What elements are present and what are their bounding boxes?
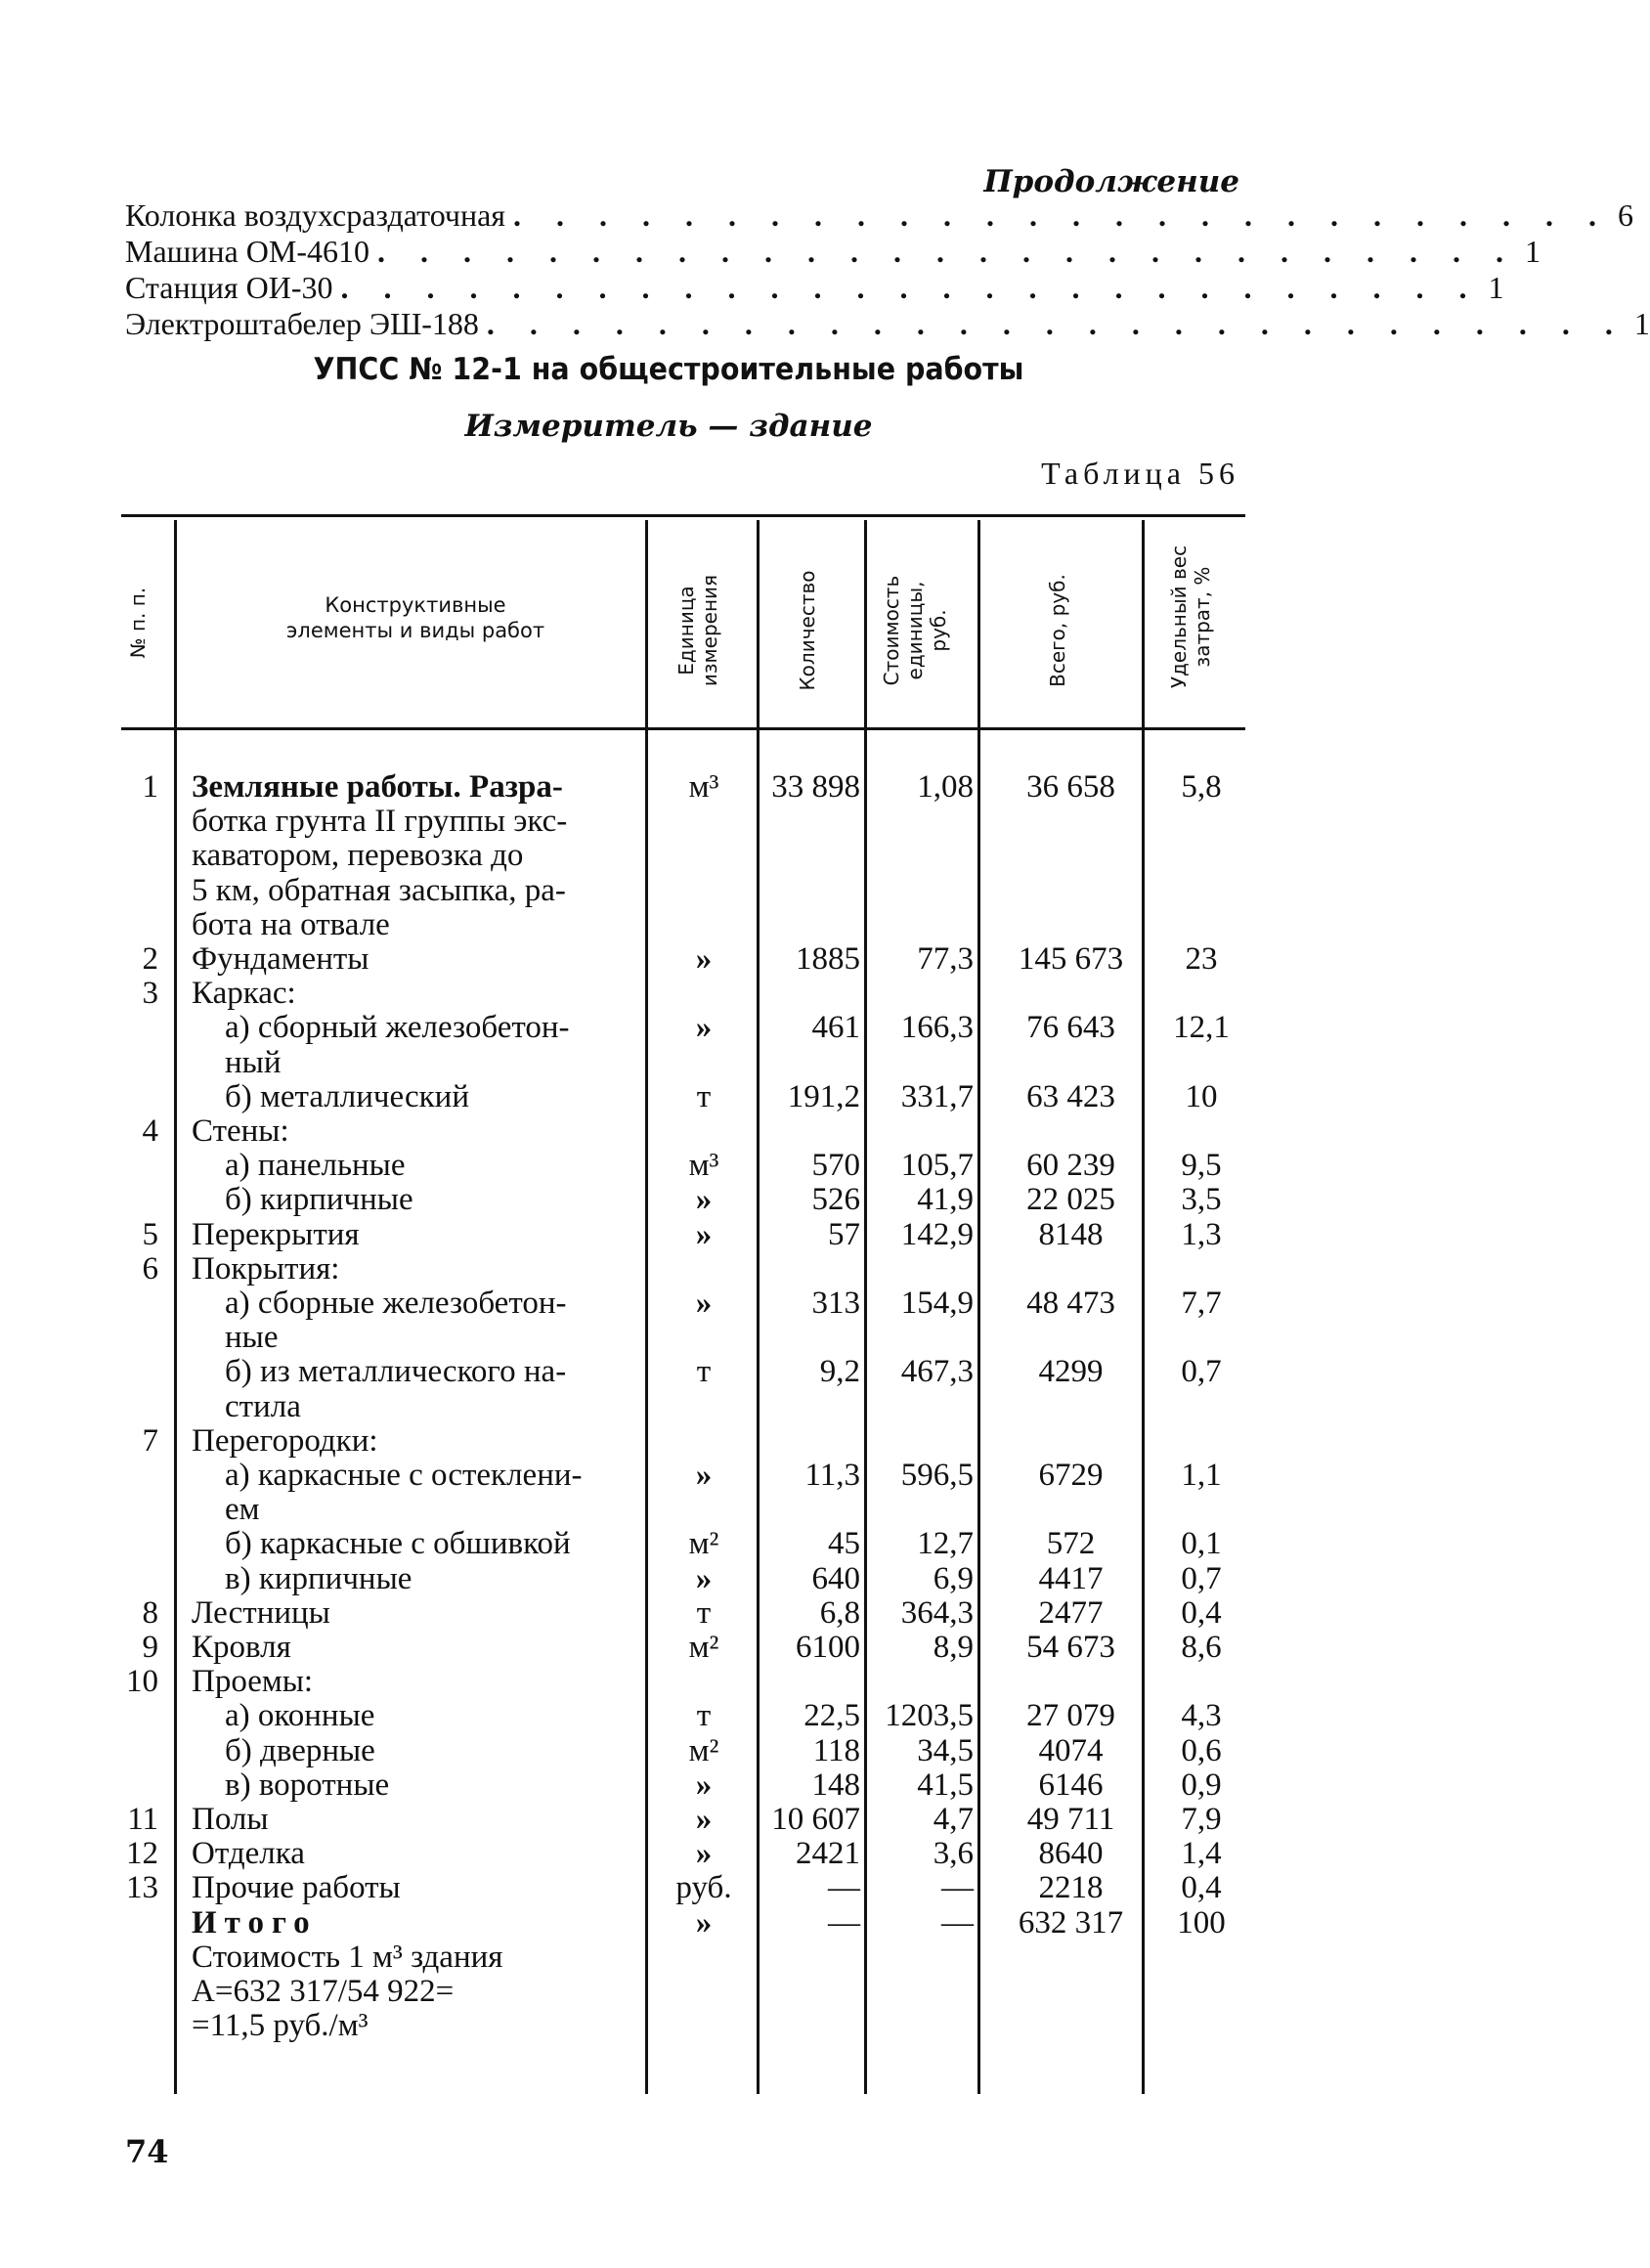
work-element: бота на отвале	[192, 906, 390, 942]
quantity-cell: 191,2	[787, 1078, 860, 1114]
quantity-cell: 9,2	[819, 1354, 860, 1390]
table-row	[0, 770, 1337, 805]
work-element: б) дверные	[225, 1732, 375, 1768]
table-row	[0, 1183, 1337, 1217]
quantity-cell: 640	[811, 1560, 860, 1596]
unit-cost-cell: —	[941, 1904, 974, 1941]
unit-cell: т	[696, 1594, 712, 1631]
quantity-cell: 2421	[796, 1836, 860, 1872]
section-title: УПСС № 12-1 на общестроительные работы	[313, 352, 1024, 387]
table-row	[0, 1046, 1337, 1080]
row-number: 1	[142, 769, 158, 805]
work-element: каватором, перевозка до	[192, 838, 524, 874]
equipment-qty: 6	[1618, 197, 1633, 233]
work-element: а) сборный железобетон-	[225, 1010, 570, 1046]
cost-share-cell: 12,1	[1173, 1010, 1230, 1046]
unit-cell: т	[696, 1354, 712, 1390]
quantity-cell: 1885	[796, 941, 860, 977]
unit-cell: »	[695, 1010, 713, 1046]
table-number: Таблица 56	[1041, 456, 1239, 491]
equipment-item	[125, 270, 1504, 306]
quantity-cell: 313	[811, 1286, 860, 1321]
quantity-cell: 148	[811, 1766, 860, 1803]
work-element: а) сборные железобетон-	[225, 1286, 567, 1321]
table-row	[0, 1803, 1337, 1837]
table-row	[0, 1114, 1337, 1149]
table-row	[0, 1975, 1337, 2009]
work-element: 5 км, обратная засыпка, ра-	[192, 872, 566, 908]
quantity-cell: 526	[811, 1182, 860, 1218]
unit-cost-cell: 77,3	[917, 941, 974, 977]
quantity-cell: 11,3	[804, 1458, 860, 1493]
work-element: а) оконные	[225, 1698, 375, 1734]
col-header-weight-line: затрат, %	[1191, 566, 1214, 668]
row-number: 12	[126, 1836, 158, 1872]
leader-dots: . . . . . . . . . . . . . . . . . . . . . . . . . . .	[376, 234, 1517, 269]
unit-cost-cell: 154,9	[900, 1286, 974, 1321]
unit-cell: »	[695, 1836, 713, 1872]
col-header-elements	[205, 592, 626, 644]
cost-share-cell: 0,7	[1181, 1560, 1222, 1596]
table-row	[0, 1768, 1337, 1803]
total-cost-cell: 54 673	[1026, 1630, 1115, 1665]
cost-share-cell: 10	[1185, 1078, 1218, 1114]
table-row	[0, 1252, 1337, 1287]
total-cost-cell: 2218	[1038, 1870, 1104, 1906]
table-row	[0, 1493, 1337, 1527]
work-element: ботка грунта II группы экс-	[192, 804, 568, 840]
cost-share-cell: 0,4	[1181, 1594, 1222, 1631]
col-header-cost-line: единицы,	[903, 581, 927, 680]
unit-cell: руб.	[675, 1870, 732, 1906]
table-row	[0, 1149, 1337, 1183]
work-element: Прочие работы	[192, 1870, 401, 1906]
total-cost-cell: 572	[1046, 1526, 1096, 1562]
total-cost-cell: 48 473	[1026, 1286, 1115, 1321]
row-number: 8	[142, 1594, 158, 1631]
unit-cost-cell: 596,5	[900, 1458, 974, 1493]
row-number: 11	[127, 1802, 158, 1837]
work-element: в) кирпичные	[225, 1560, 412, 1596]
col-header-cost-line: руб.	[927, 609, 950, 652]
meter-label: Измеритель — здание	[464, 409, 873, 444]
total-cost-cell: 4299	[1038, 1354, 1104, 1390]
total-cost-cell: 6146	[1038, 1766, 1104, 1803]
unit-cell: »	[695, 1766, 713, 1803]
equipment-item	[125, 197, 1633, 234]
unit-cell: »	[695, 1182, 713, 1218]
total-cost-cell: 36 658	[1026, 769, 1115, 805]
work-element: Фундаменты	[192, 941, 369, 977]
table-row	[0, 1699, 1337, 1733]
cost-share-cell: 4,3	[1181, 1698, 1222, 1734]
cost-share-cell: 1,3	[1181, 1216, 1222, 1252]
unit-cell: »	[695, 1458, 713, 1493]
col-header-no: № п. п.	[126, 587, 150, 659]
quantity-cell: 6100	[796, 1630, 860, 1665]
unit-cost-cell: 467,3	[900, 1354, 974, 1390]
unit-cell: м³	[688, 769, 719, 805]
col-header-qty: Количество	[796, 570, 819, 691]
unit-cost-cell: 41,9	[917, 1182, 974, 1218]
unit-cell: »	[695, 1560, 713, 1596]
cost-share-cell: 5,8	[1181, 769, 1222, 805]
total-cost-cell: 60 239	[1026, 1148, 1115, 1184]
table-row	[0, 1837, 1337, 1871]
work-element: Перекрытия	[192, 1216, 360, 1252]
unit-cost-cell: 6,9	[933, 1560, 974, 1596]
work-element: б) кирпичные	[225, 1182, 413, 1218]
col-header-unit-line: измерения	[698, 574, 721, 687]
equipment-list	[125, 197, 1650, 342]
unit-cell: »	[695, 1904, 713, 1941]
row-number: 7	[142, 1422, 158, 1459]
quantity-cell: 57	[828, 1216, 860, 1252]
unit-cell: т	[696, 1078, 712, 1114]
total-cost-cell: 27 079	[1026, 1698, 1115, 1734]
cost-share-cell: 23	[1185, 941, 1218, 977]
row-number: 3	[142, 976, 158, 1012]
work-element: Земляные работы. Разра-	[192, 769, 563, 805]
leader-dots: . . . . . . . . . . . . . . . . . . . . . . . . . . .	[486, 306, 1627, 341]
work-element: Проемы:	[192, 1664, 314, 1700]
work-element: Лестницы	[192, 1594, 330, 1631]
table-row	[0, 1631, 1337, 1665]
unit-cost-cell: 142,9	[900, 1216, 974, 1252]
table-row	[0, 1390, 1337, 1424]
cost-share-cell: 7,7	[1181, 1286, 1222, 1321]
table-row	[0, 977, 1337, 1011]
quantity-cell: 33 898	[771, 769, 860, 805]
table-row	[0, 1459, 1337, 1493]
equipment-name: Машина ОМ-4610	[125, 234, 369, 269]
col-header-unit	[674, 547, 727, 714]
quantity-cell: 118	[812, 1732, 860, 1768]
equipment-qty: 1	[1633, 306, 1650, 341]
work-element: а) каркасные с остеклени-	[225, 1458, 583, 1493]
total-cost-cell: 4074	[1038, 1732, 1104, 1768]
work-element: Стены:	[192, 1113, 289, 1149]
header-bottom-rule	[121, 727, 1245, 730]
col-header-unit-line: Единица	[674, 586, 698, 676]
cost-share-cell: 0,6	[1181, 1732, 1222, 1768]
unit-cell: »	[695, 1216, 713, 1252]
quantity-cell: 570	[811, 1148, 860, 1184]
quantity-cell: 6,8	[819, 1594, 860, 1631]
quantity-cell: 10 607	[771, 1802, 860, 1837]
col-header-total: Всего, руб.	[1046, 574, 1069, 687]
unit-cost-cell: 34,5	[917, 1732, 974, 1768]
unit-cell: м²	[688, 1526, 719, 1562]
unit-cost-cell: 3,6	[933, 1836, 974, 1872]
work-element: Итого	[192, 1904, 318, 1941]
table-row	[0, 908, 1337, 942]
cost-share-cell: 3,5	[1181, 1182, 1222, 1218]
total-cost-cell: 632 317	[1018, 1904, 1124, 1941]
leader-dots: . . . . . . . . . . . . . . . . . . . . . . . . . . .	[340, 270, 1481, 305]
work-element: Полы	[192, 1802, 269, 1837]
unit-cost-cell: 331,7	[900, 1078, 974, 1114]
col-header-cost-line: Стоимость	[880, 575, 903, 686]
table-row	[0, 1562, 1337, 1596]
row-number: 13	[126, 1870, 158, 1906]
cost-share-cell: 9,5	[1181, 1148, 1222, 1184]
unit-cost-cell: 8,9	[933, 1630, 974, 1665]
row-number: 9	[142, 1630, 158, 1665]
col-header-weight	[1167, 524, 1220, 710]
row-number: 5	[142, 1216, 158, 1252]
table-row	[0, 1424, 1337, 1459]
table-row	[0, 1527, 1337, 1561]
page-number: 74	[125, 2133, 169, 2170]
work-element: стила	[225, 1388, 301, 1424]
work-element: Перегородки:	[192, 1422, 378, 1459]
equipment-item	[125, 306, 1650, 342]
unit-cell: »	[695, 941, 713, 977]
cost-share-cell: 1,1	[1181, 1458, 1222, 1493]
unit-cost-cell: 41,5	[917, 1766, 974, 1803]
row-number: 10	[126, 1664, 158, 1700]
work-element: ный	[225, 1044, 282, 1080]
total-cost-cell: 76 643	[1026, 1010, 1115, 1046]
unit-cell: м²	[688, 1630, 719, 1665]
work-element: Отделка	[192, 1836, 305, 1872]
equipment-item	[125, 234, 1541, 270]
cost-share-cell: 0,9	[1181, 1766, 1222, 1803]
work-element: Каркас:	[192, 976, 296, 1012]
work-element: б) металлический	[225, 1078, 469, 1114]
cost-share-cell: 7,9	[1181, 1802, 1222, 1837]
table-row	[0, 1941, 1337, 1975]
work-element: =11,5 руб./м³	[192, 2008, 369, 2044]
quantity-cell: 45	[828, 1526, 860, 1562]
work-element: в) воротные	[225, 1766, 390, 1803]
total-cost-cell: 145 673	[1018, 941, 1124, 977]
table-row	[0, 1287, 1337, 1321]
table-row	[0, 1906, 1337, 1941]
col-header-weight-line: Удельный вес	[1167, 545, 1191, 689]
total-cost-cell: 6729	[1038, 1458, 1104, 1493]
cost-share-cell: 0,7	[1181, 1354, 1222, 1390]
quantity-cell: —	[828, 1904, 860, 1941]
quantity-cell: 22,5	[803, 1698, 860, 1734]
row-number: 4	[142, 1113, 158, 1149]
work-element: ем	[225, 1492, 260, 1528]
table-row	[0, 839, 1337, 873]
work-element: а) панельные	[225, 1148, 406, 1184]
cost-share-cell: 1,4	[1181, 1836, 1222, 1872]
equipment-name: Электроштабелер ЭШ-188	[125, 306, 479, 341]
equipment-name: Станция ОИ-30	[125, 270, 333, 305]
continuation-label: Продолжение	[983, 164, 1239, 199]
table-row	[0, 1355, 1337, 1389]
unit-cost-cell: 4,7	[933, 1802, 974, 1837]
unit-cell: »	[695, 1286, 713, 1321]
unit-cell: м³	[688, 1148, 719, 1184]
col-header-elements-line: Конструктивные	[325, 593, 506, 617]
unit-cell: м²	[688, 1732, 719, 1768]
equipment-qty: 1	[1488, 270, 1504, 305]
table-row	[0, 1080, 1337, 1114]
cost-share-cell: 8,6	[1181, 1630, 1222, 1665]
table-row	[0, 1218, 1337, 1252]
table-top-rule	[121, 514, 1245, 517]
unit-cost-cell: 1203,5	[885, 1698, 974, 1734]
work-element: ные	[225, 1320, 279, 1356]
table-row	[0, 1596, 1337, 1631]
unit-cost-cell: 105,7	[900, 1148, 974, 1184]
total-cost-cell: 22 025	[1026, 1182, 1115, 1218]
table-row	[0, 942, 1337, 977]
quantity-cell: —	[828, 1870, 860, 1906]
row-number: 6	[142, 1250, 158, 1287]
cost-share-cell: 0,4	[1181, 1870, 1222, 1906]
unit-cost-cell: 12,7	[917, 1526, 974, 1562]
unit-cost-cell: 364,3	[900, 1594, 974, 1631]
total-cost-cell: 63 423	[1026, 1078, 1115, 1114]
total-cost-cell: 49 711	[1026, 1802, 1115, 1837]
table-row	[0, 1321, 1337, 1355]
total-cost-cell: 8148	[1038, 1216, 1104, 1252]
unit-cell: т	[696, 1698, 712, 1734]
work-element: А=632 317/54 922=	[192, 1974, 455, 2009]
work-element: б) из металлического на-	[225, 1354, 567, 1390]
table-row	[0, 2009, 1337, 2043]
total-cost-cell: 4417	[1038, 1560, 1104, 1596]
col-header-elements-line: элементы и виды работ	[285, 619, 545, 643]
unit-cost-cell: 1,08	[917, 769, 974, 805]
unit-cost-cell: 166,3	[900, 1010, 974, 1046]
col-header-cost	[880, 547, 958, 714]
row-number: 2	[142, 941, 158, 977]
quantity-cell: 461	[811, 1010, 860, 1046]
table-row	[0, 1011, 1337, 1045]
total-cost-cell: 8640	[1038, 1836, 1104, 1872]
table-row	[0, 1871, 1337, 1905]
cost-share-cell: 100	[1177, 1904, 1226, 1941]
table-row	[0, 1734, 1337, 1768]
unit-cost-cell: —	[941, 1870, 974, 1906]
work-element: Кровля	[192, 1630, 291, 1665]
table-row	[0, 874, 1337, 908]
work-element: Стоимость 1 м³ здания	[192, 1939, 503, 1975]
table-row	[0, 1665, 1337, 1699]
unit-cell: »	[695, 1802, 713, 1837]
equipment-qty: 1	[1524, 234, 1541, 269]
table-row	[0, 805, 1337, 839]
equipment-name: Колонка воздухсраздаточная	[125, 197, 505, 233]
work-element: Покрытия:	[192, 1250, 340, 1287]
total-cost-cell: 2477	[1038, 1594, 1104, 1631]
leader-dots: . . . . . . . . . . . . . . . . . . . . . . . . . .	[513, 197, 1610, 233]
cost-share-cell: 0,1	[1181, 1526, 1222, 1562]
work-element: б) каркасные с обшивкой	[225, 1526, 571, 1562]
